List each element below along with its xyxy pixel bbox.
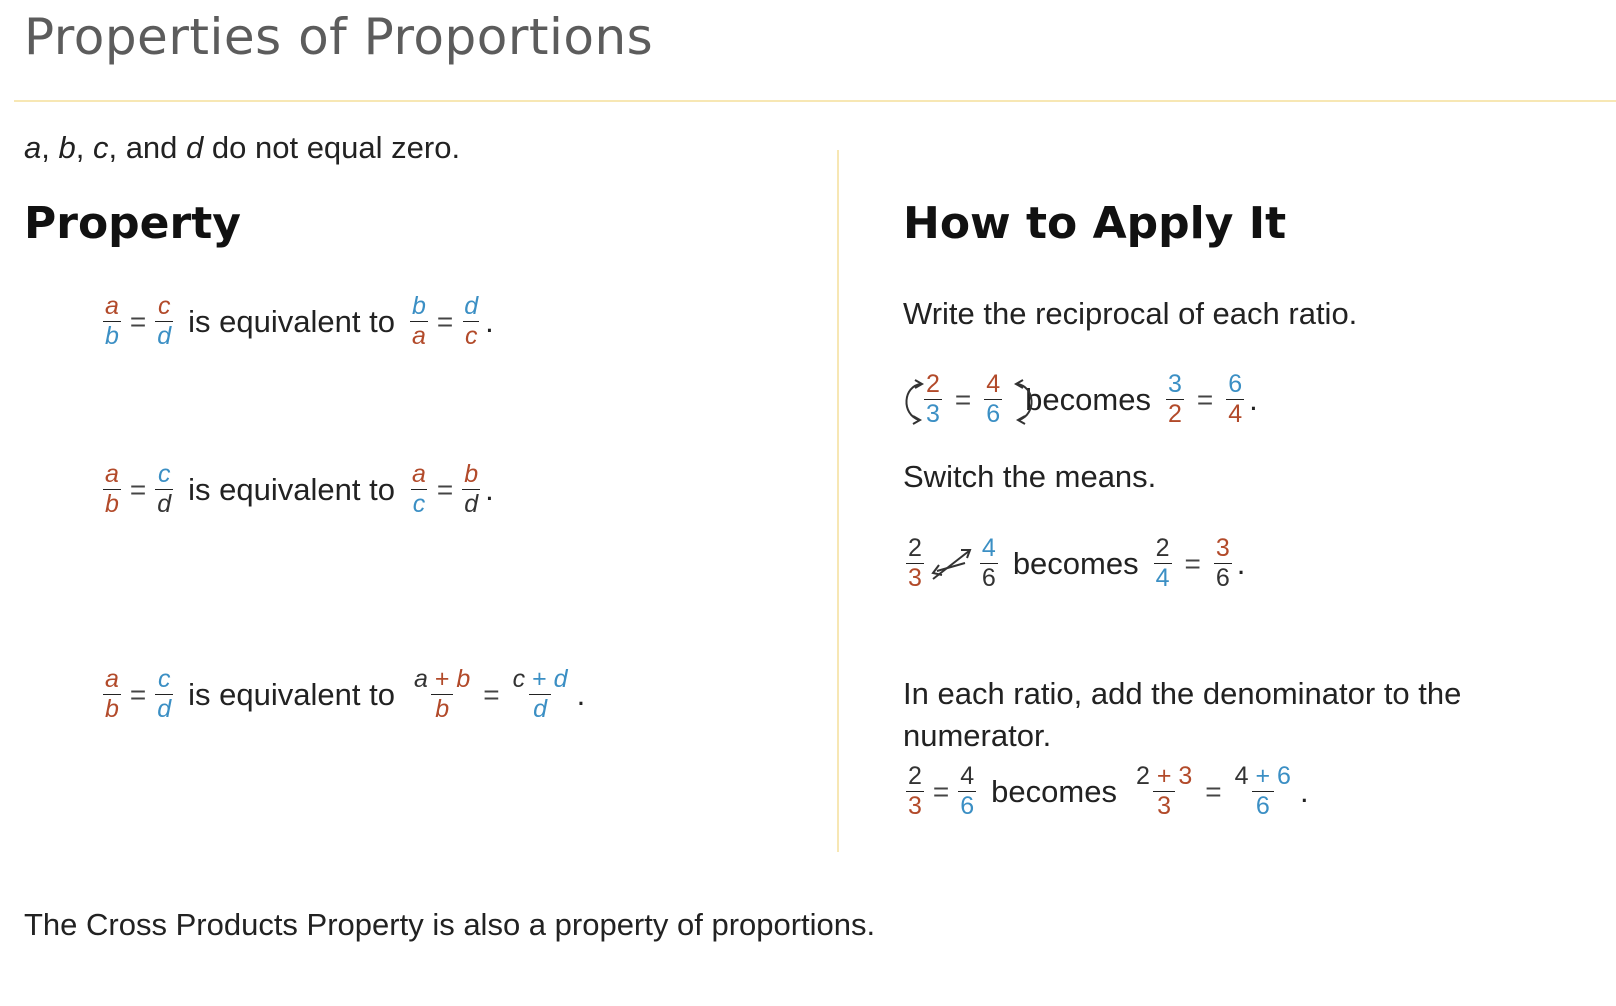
- fraction: $\frac{c}{d}$: [157, 665, 172, 723]
- fraction: $\frac{b}{d}$: [464, 460, 479, 518]
- swap-arrows-icon: [929, 539, 975, 589]
- fraction: $\frac{4}{6}$: [981, 534, 996, 592]
- curved-arrow-icon: [899, 374, 925, 430]
- note-var-c: c: [92, 130, 109, 165]
- connector-text: is equivalent to: [188, 303, 395, 339]
- connector-text: becomes: [1025, 381, 1151, 417]
- nonzero-note: a, b, c, and d do not equal zero.: [24, 130, 461, 165]
- apply-2-example: $\frac{2}{3}$ $\frac{4}{6}$ becomes $\frac{2}{4}$ = $\frac{3}{6}$ .: [908, 534, 1246, 592]
- fraction: $\frac{d}{c}$: [464, 292, 479, 350]
- apply-3-text-line1: In each ratio, add the denominator to the: [903, 676, 1462, 711]
- fraction: $\frac{4 + 6}{6}$: [1234, 762, 1291, 820]
- reciprocal-example: $\frac{2}{3}$ = $\frac{4}{6}$: [903, 372, 1019, 427]
- connector-text: is equivalent to: [188, 471, 395, 507]
- apply-1-text: Write the reciprocal of each ratio.: [903, 296, 1358, 331]
- property-1: $\frac{a}{b}$ = $\frac{c}{d}$ is equivalent to $\frac{b}{a}$ = $\frac{d}{c}$ .: [105, 292, 494, 350]
- column-divider: [837, 150, 839, 852]
- page-title: Properties of Proportions: [24, 8, 654, 66]
- title-divider: [14, 100, 1616, 102]
- fraction: $\frac{2 + 3}{3}$: [1135, 762, 1193, 820]
- connector-text: is equivalent to: [188, 676, 395, 712]
- property-2: $\frac{a}{b}$ = $\frac{c}{d}$ is equivalent to $\frac{a}{c}$ = $\frac{b}{d}$ .: [105, 460, 494, 518]
- fraction: $\frac{6}{4}$: [1228, 370, 1243, 428]
- fraction: $\frac{4}{6}$: [986, 370, 1001, 428]
- fraction: $\frac{2}{3}$: [908, 534, 922, 592]
- fraction: $\frac{2}{4}$: [1155, 534, 1170, 592]
- apply-2-text: Switch the means.: [903, 459, 1157, 494]
- apply-1-example: $\frac{2}{3}$ = $\frac{4}{6}$ becomes $\frac{3}{2}$ = $\frac{6}{4}$ .: [903, 372, 1258, 427]
- apply-heading: How to Apply It: [903, 198, 1287, 249]
- fraction: $\frac{4}{6}$: [960, 762, 975, 820]
- fraction: $\frac{b}{a}$: [411, 292, 426, 350]
- apply-3-text-line2: numerator.: [903, 718, 1052, 753]
- fraction: $\frac{a}{b}$: [105, 665, 119, 723]
- connector-text: becomes: [991, 773, 1117, 809]
- fraction: $\frac{a}{c}$: [411, 460, 426, 518]
- property-3: $\frac{a}{b}$ = $\frac{c}{d}$ is equivalent to $\frac{a + b}{b}$ = $\frac{c + d}{d}$ .: [105, 665, 586, 723]
- fraction: $\frac{c + d}{d}$: [512, 665, 568, 723]
- note-var-b: b: [58, 130, 76, 165]
- footer-note: The Cross Products Property is also a property of proportions.: [24, 907, 876, 942]
- curved-arrow-icon: [1013, 374, 1039, 430]
- fraction: $\frac{a}{b}$: [105, 292, 119, 350]
- connector-text: becomes: [1012, 545, 1139, 581]
- apply-3-example: $\frac{2}{3}$ = $\frac{4}{6}$ becomes $\frac{2 + 3}{3}$ = $\frac{4 + 6}{6}$ .: [908, 762, 1309, 820]
- note-var-d: d: [186, 130, 204, 165]
- fraction: $\frac{c}{d}$: [157, 460, 172, 518]
- property-heading: Property: [24, 198, 241, 249]
- note-var-a: a: [24, 130, 42, 165]
- fraction: $\frac{2}{3}$: [926, 370, 940, 428]
- fraction: $\frac{3}{6}$: [1215, 534, 1230, 592]
- fraction: $\frac{c}{d}$: [157, 292, 172, 350]
- fraction: $\frac{a + b}{b}$: [413, 665, 471, 723]
- fraction: $\frac{3}{2}$: [1167, 370, 1182, 428]
- fraction: $\frac{a}{b}$: [105, 460, 119, 518]
- fraction: $\frac{2}{3}$: [908, 762, 922, 820]
